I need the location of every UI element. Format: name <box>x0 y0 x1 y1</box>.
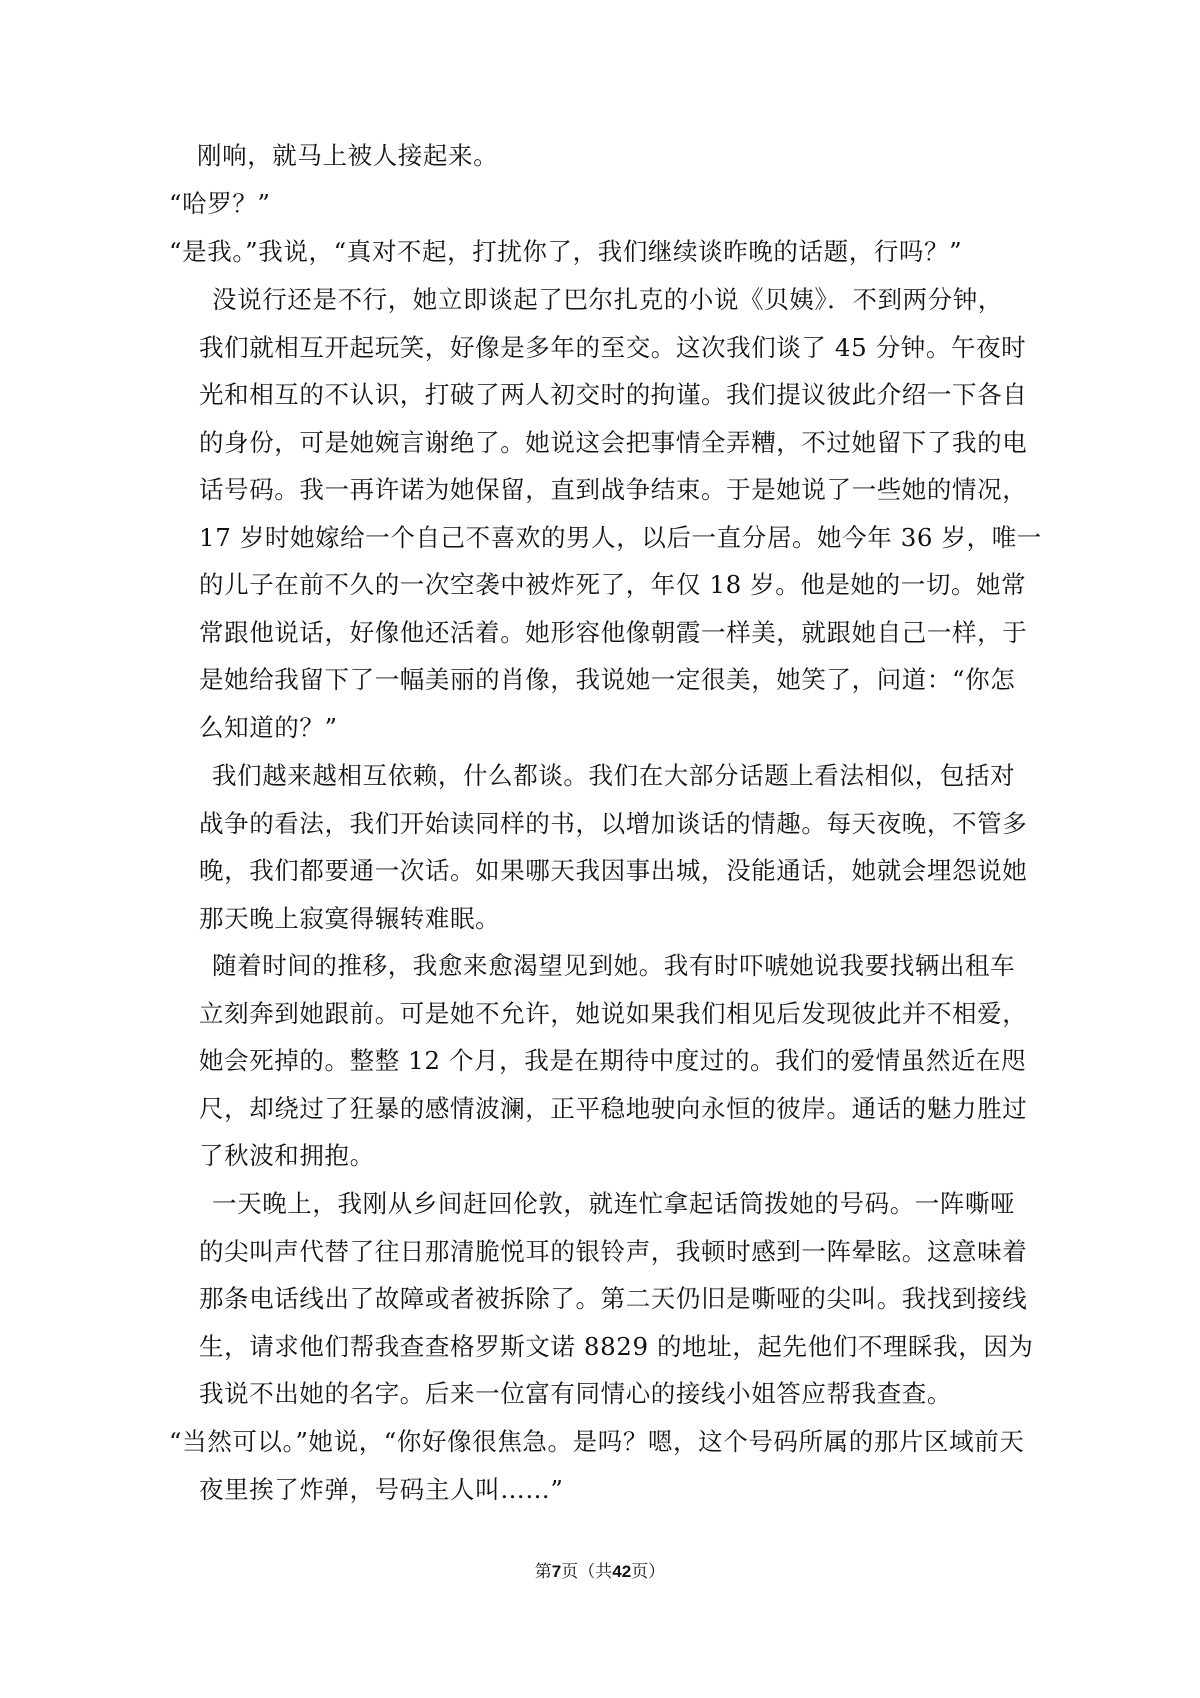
text-line: 那天晚上寂寞得辗转难眠。 <box>199 903 501 933</box>
text-line: 尺，却绕过了狂暴的感情波澜，正平稳地驶向永恒的彼岸。通话的魅力胜过 <box>199 1093 1028 1123</box>
text-line: 常跟他说话，好像他还活着。她形容他像朝霞一样美，就跟她自己一样，于 <box>199 617 1028 647</box>
text-line: 她会死掉的。整整 12 个月，我是在期待中度过的。我们的爱情虽然近在咫 <box>199 1046 1027 1075</box>
paragraph-6 <box>199 942 1027 1180</box>
text-line: 17 岁时她嫁给一个自己不喜欢的男人，以后一直分居。她今年 36 岁，唯一 <box>199 522 1042 552</box>
text-line: 一天晚上，我刚从乡间赶回伦敦，就连忙拿起话筒拨她的号码。一阵嘶哑 <box>212 1189 1016 1218</box>
text-line: “是我。”我说，“真对不起，打扰你了，我们继续谈昨晚的话题，行吗？” <box>169 237 963 266</box>
paragraph-5 <box>199 752 1027 942</box>
text-line: 随着时间的推移，我愈来愈渴望见到她。我有时吓唬她说我要找辆出租车 <box>212 951 1016 980</box>
text-line: 立刻奔到她跟前。可是她不允许，她说如果我们相见后发现彼此并不相爱， <box>199 998 1028 1028</box>
paragraph-3 <box>169 228 962 276</box>
footer-middle: 页（共 <box>561 1562 613 1582</box>
text-line: 晚，我们都要通一次话。如果哪天我因事出城，没能通话，她就会埋怨说她 <box>199 856 1028 885</box>
footer-prefix: 第 <box>534 1562 552 1582</box>
paragraph-8 <box>169 1418 1024 1513</box>
paragraph-2 <box>169 180 271 228</box>
text-line: “当然可以。”她说，“你好像很焦急。是吗？嗯，这个号码所属的那片区域前天 <box>169 1427 1025 1456</box>
current-page-number: 7 <box>551 1562 562 1581</box>
text-line: 的身份，可是她婉言谢绝了。她说这会把事情全弄糟，不过她留下了我的电 <box>199 427 1028 457</box>
paragraph-7 <box>199 1180 1034 1418</box>
text-line: 了秋波和拥抱。 <box>199 1141 375 1170</box>
text-line: 战争的看法，我们开始读同样的书，以增加谈话的情趣。每天夜晚，不管多 <box>199 808 1028 838</box>
text-line: 刚响，就马上被人接起来。 <box>197 141 499 170</box>
text-line: 是她给我留下了一幅美丽的肖像，我说她一定很美，她笑了，问道：“你怎 <box>199 665 1016 694</box>
footer-suffix: 页） <box>631 1562 666 1582</box>
text-line: 么知道的？” <box>199 712 338 742</box>
text-line: 没说行还是不行，她立即谈起了巴尔扎克的小说《贝姨》．不到两分钟， <box>212 285 1003 314</box>
text-line: 光和相互的不认识，打破了两人初交时的拘谨。我们提议彼此介绍一下各自 <box>199 380 1028 409</box>
page-footer <box>0 1560 1200 1584</box>
text-line: 我们就相互开起玩笑，好像是多年的至交。这次我们谈了 45 分钟。午夜时 <box>199 332 1027 362</box>
text-line: 的尖叫声代替了往日那清脆悦耳的银铃声，我顿时感到一阵晕眩。这意味着 <box>199 1236 1028 1266</box>
text-line: 我们越来越相互依赖，什么都谈。我们在大部分话题上看法相似，包括对 <box>212 761 1016 790</box>
text-line: 那条电话线出了故障或者被拆除了。第二天仍旧是嘶哑的尖叫。我找到接线 <box>199 1284 1028 1313</box>
text-line: 我说不出她的名字。后来一位富有同情心的接线小姐答应帮我查查。 <box>199 1379 952 1408</box>
text-line: 夜里挨了炸弹，号码主人叫……” <box>199 1474 564 1504</box>
text-line: 话号码。我一再许诺为她保留，直到战争结束。于是她说了一些她的情况， <box>199 475 1028 504</box>
total-page-count: 42 <box>612 1562 632 1581</box>
text-line: 的儿子在前不久的一次空袭中被炸死了，年仅 18 岁。他是她的一切。她常 <box>199 570 1027 599</box>
text-line: 生，请求他们帮我查查格罗斯文诺 8829 的地址，起先他们不理睬我，因为 <box>199 1331 1034 1361</box>
paragraph-4 <box>199 276 1042 751</box>
paragraph-1 <box>197 132 498 180</box>
text-line: “哈罗？” <box>169 189 271 218</box>
